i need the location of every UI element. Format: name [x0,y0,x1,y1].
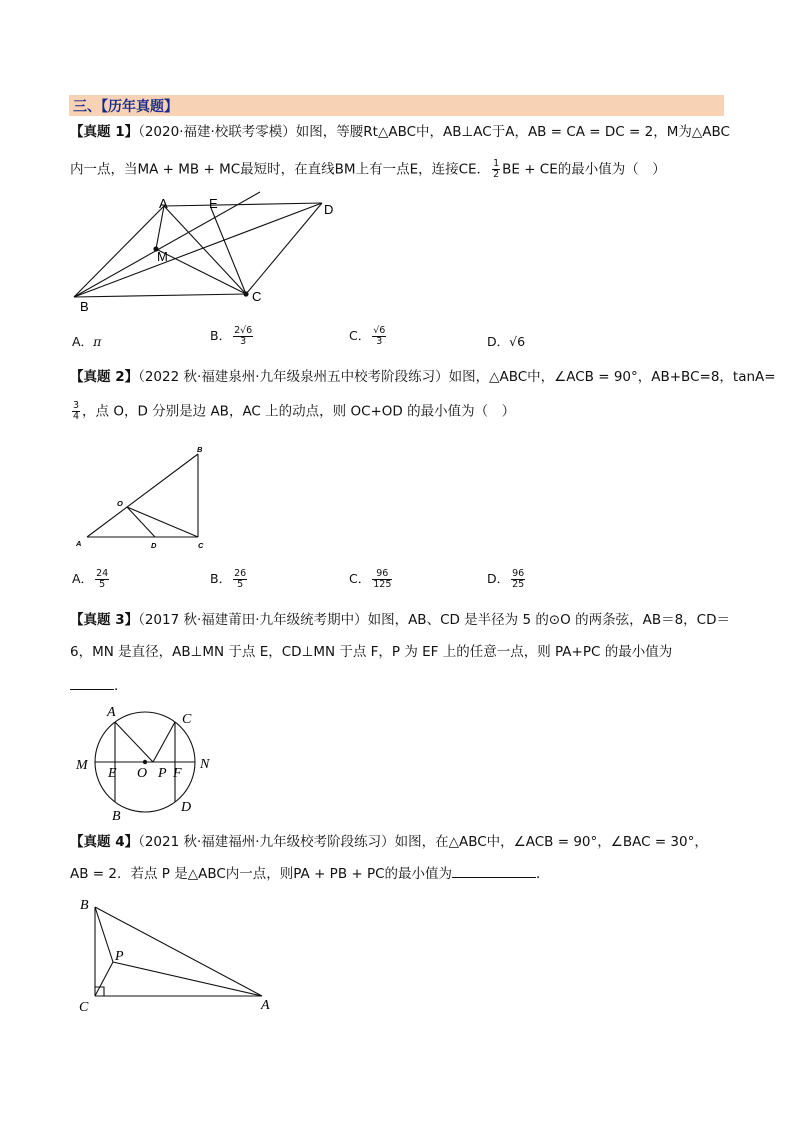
q1-label-c: C [252,289,262,304]
q2-seg-oc [127,507,198,537]
q1-text2b: BE + CE的最小值为（ ） [502,161,666,178]
q1-figure [60,185,360,315]
q1-option-a[interactable]: A．π [72,334,102,349]
q3-text2: 6，MN 是直径，AB⊥MN 于点 E，CD⊥MN 于点 F，P 为 EF 上的任意一点，则 PA+PC 的最小值为 [70,644,673,660]
q3-label-a: A [107,705,116,720]
q2-option-c[interactable]: C． $\frac{96}{125}$ [349,568,392,590]
q3-label-n: N [200,757,210,772]
q1-option-b[interactable]: B． $\frac{2√6}{3}$ [210,325,253,347]
q3-tag: 【真题 3】 [70,612,139,628]
q3-line2 [70,642,672,662]
q1-seg-dc [246,203,322,294]
q4-seg-pa [113,962,262,996]
q1-option-d[interactable]: D．√6 [487,334,526,349]
q1-line2 [70,159,666,180]
q2-line1 [70,367,776,387]
q3-seg-pa [115,722,153,762]
q4-answer-blank[interactable] [452,865,536,878]
q2-label-b: B [197,445,203,454]
q1-seg-bd [74,203,322,297]
q1-label-a: A [159,196,168,211]
q1-point-c [243,291,248,296]
q3-label-o: O [137,766,148,781]
q1-label-b: B [80,299,89,314]
q4-label-p: P [115,949,124,964]
q3-label-m: M [76,758,88,773]
q1-seg-bc [74,294,246,297]
q2-label-c: C [198,541,204,550]
q2-option-d[interactable]: D． $\frac{96}{25}$ [487,568,525,590]
q4-label-c: C [79,1000,89,1015]
q1-seg-ce [211,208,246,294]
q2-label-a: A [76,539,82,548]
section-header: 三、【历年真题】 [73,99,178,115]
q4-text1: （2021 秋·福建福州·九年级校考阶段练习）如图，在△ABC中，∠ACB = 90°，∠BAC = 30°， [138,834,708,850]
q2-option-a[interactable]: A． $\frac{24}{5}$ [72,568,109,590]
q2-line2 [70,401,515,422]
q1-seg-mc [156,249,246,294]
q1-fraction: $\frac{1}{2}$ [493,158,500,180]
q3-label-p: P [158,766,167,781]
q1-tag: 【真题 1】 [70,124,139,140]
q3-line1 [70,610,730,630]
q2-text1: （2022 秋·福建泉州·九年级泉州五中校考阶段练习）如图，△ABC中，∠ACB = 90°，AB+BC=8，tanA= [138,369,776,385]
q3-label-b: B [112,809,121,824]
q1-line1 [70,122,730,142]
q1-text1: （2020·福建·校联考零模）如图，等腰Rt△ABC中，AB⊥AC于A，AB = CA = DC = 2，M为△ABC [138,124,730,140]
q4-figure [70,890,290,1020]
q2-seg-ab [87,454,198,537]
q3-line3: ． [70,676,128,696]
q1-seg-ba [74,206,164,297]
q1-seg-ad [164,203,322,206]
q2-label-o: O [117,499,123,508]
q2-label-d: D [151,541,157,550]
q3-text1: （2017 秋·福建莆田·九年级统考期中）如图，AB、CD 是半径为 5 的⊙O 的两条弦，AB＝8，CD＝ [138,612,730,628]
q1-seg-ac [164,206,246,294]
q2-option-b[interactable]: B． $\frac{26}{5}$ [210,568,247,590]
q1-label-e: E [209,196,218,211]
q3-figure [70,700,230,825]
q4-line2: AB = 2．若点 P 是△ABC内一点，则PA + PB + PC的最小值为 ． [70,866,550,882]
q1-option-c[interactable]: C． $\frac{√6}{3}$ [349,325,386,347]
q2-fraction: $\frac{3}{4}$ [73,400,80,422]
q4-line1 [70,832,708,852]
q2-figure [70,440,220,555]
q4-label-b: B [80,898,89,913]
q4-tag: 【真题 4】 [70,834,139,850]
q1-text2a: 内一点，当MA + MB + MC最短时，在直线BM上有一点E，连接CE． [70,161,491,178]
q1-label-m: M [157,249,168,264]
q2-seg-od [127,507,155,537]
q3-label-f: F [173,766,182,781]
section-header-bar [69,95,724,116]
q2-tag: 【真题 2】 [70,369,139,385]
q1-label-d: D [324,202,334,217]
q3-seg-pc [153,722,175,762]
q3-label-c: C [182,712,192,727]
q3-center-o [143,760,147,764]
q3-label-e: E [108,766,117,781]
q2-text2: ，点 O，D 分别是边 AB，AC 上的动点，则 OC+OD 的最小值为（ ） [82,403,516,420]
q3-label-d: D [181,800,192,815]
q4-label-a: A [261,998,270,1013]
q4-text2: AB = 2．若点 P 是△ABC内一点，则PA + PB + PC的最小值为 [70,866,453,882]
q3-answer-blank[interactable] [70,677,114,690]
